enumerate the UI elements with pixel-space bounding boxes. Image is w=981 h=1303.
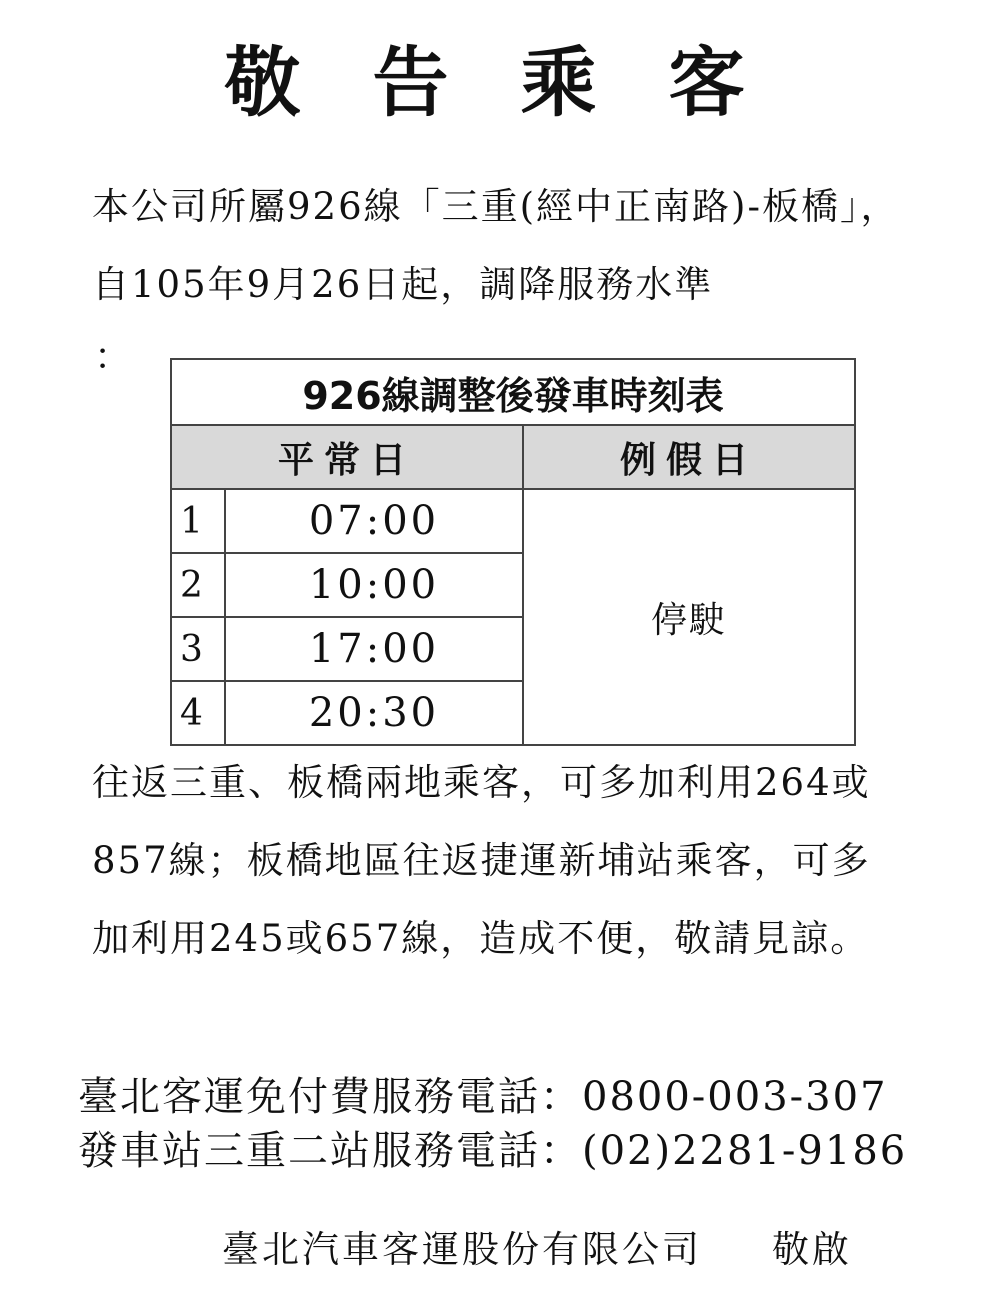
station-phone: 發車站三重二站服務電話：(02)2281-9186 xyxy=(78,1128,908,1174)
intro-colon: ： xyxy=(94,335,131,378)
closing-word: 敬啟 xyxy=(772,1228,852,1271)
company-name: 臺北汽車客運股份有限公司 xyxy=(222,1228,702,1271)
toll-free-phone: 臺北客運免付費服務電話：0800-003-307 xyxy=(78,1074,888,1120)
departure-time: 20:30 xyxy=(225,681,523,745)
row-number: 4 xyxy=(171,681,225,745)
departure-time: 10:00 xyxy=(225,553,523,617)
row-number: 2 xyxy=(171,553,225,617)
advice-paragraph: 往返三重、板橋兩地乘客，可多加利用264或857線；板橋地區往返捷運新埔站乘客，可多加利用245或657線，造成不便，敬請見諒。 xyxy=(92,761,871,960)
departure-time: 07:00 xyxy=(225,489,523,553)
notice-title: 敬告乘客 xyxy=(224,38,817,127)
signature xyxy=(222,1220,852,1280)
schedule-table-title: 926線調整後發車時刻表 xyxy=(171,359,855,425)
table-row xyxy=(171,489,855,553)
schedule-table xyxy=(170,358,856,746)
departure-time: 17:00 xyxy=(225,617,523,681)
intro-paragraph: 本公司所屬926線「三重(經中正南路)-板橋」，自105年9月26日起，調降服務水準 xyxy=(92,185,900,306)
row-number: 3 xyxy=(171,617,225,681)
row-number: 1 xyxy=(171,489,225,553)
weekday-header: 平常日 xyxy=(171,425,523,489)
holiday-header: 例假日 xyxy=(523,425,855,489)
holiday-status: 停駛 xyxy=(523,489,855,745)
